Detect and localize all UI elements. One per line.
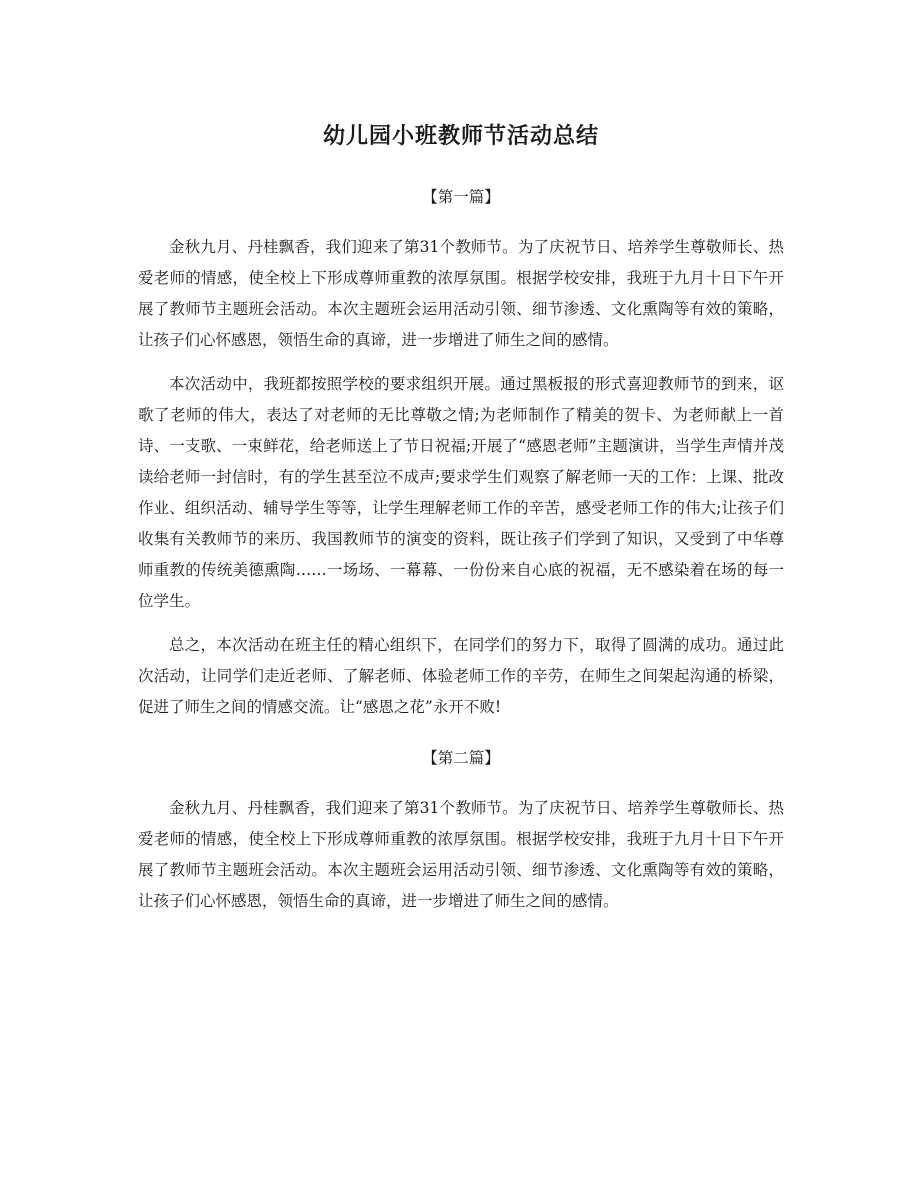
paragraph: 金秋九月、丹桂飘香，我们迎来了第31个教师节。为了庆祝节日、培养学生尊敬师长、热爱老师的情感，使全校上下形成尊师重教的浓厚氛围。根据学校安排，我班于九月十日下午开展了教师节主题班会活动。本次主题班会运用活动引领、细节渗透、文化熏陶等有效的策略，让孩子们心怀感恩，领悟生命的真谛，进一步增进了师生之间的感情。 xyxy=(138,799,784,910)
paragraph: 金秋九月、丹桂飘香，我们迎来了第31个教师节。为了庆祝节日、培养学生尊敬师长、热爱老师的情感，使全校上下形成尊师重教的浓厚氛围。根据学校安排，我班于九月十日下午开展了教师节主题班会活动。本次主题班会运用活动引领、细节渗透、文化熏陶等有效的策略，让孩子们心怀感恩，领悟生命的真谛，进一步增进了师生之间的感情。 xyxy=(138,238,784,349)
paragraph: 本次活动中，我班都按照学校的要求组织开展。通过黑板报的形式喜迎教师节的到来，讴歌了老师的伟大，表达了对老师的无比尊敬之情;为老师制作了精美的贺卡、为老师献上一首诗、一支歌、一束鲜花，给老师送上了节日祝福;开展了“感恩老师”主题演讲，当学生声情并茂读给老师一封信时，有的学生甚至泣不成声;要求学生们观察了解老师一天的工作：上课、批改作业、组织活动、辅导学生等等，让学生理解老师工作的辛苦，感受老师工作的伟大;让孩子们收集有关教师节的来历、我国教师节的演变的资料，既让孩子们学到了知识，又受到了中华尊师重教的传统美德熏陶……一场场、一幕幕、一份份来自心底的祝福，无不感染着在场的每一位学生。 xyxy=(138,375,784,610)
section-heading: 【第一篇】 xyxy=(422,188,500,206)
document-page xyxy=(138,100,784,917)
document-title: 幼儿园小班教师节活动总结 xyxy=(322,123,599,149)
section-2 xyxy=(138,739,784,917)
section-1 xyxy=(138,178,784,723)
paragraph: 总之，本次活动在班主任的精心组织下，在同学们的努力下，取得了圆满的成功。通过此次活动，让同学们走近老师、了解老师、体验老师工作的辛劳，在师生之间架起沟通的桥梁，促进了师生之间的情感交流。让“感恩之花”永开不败! xyxy=(138,636,784,716)
section-heading: 【第二篇】 xyxy=(422,749,500,767)
